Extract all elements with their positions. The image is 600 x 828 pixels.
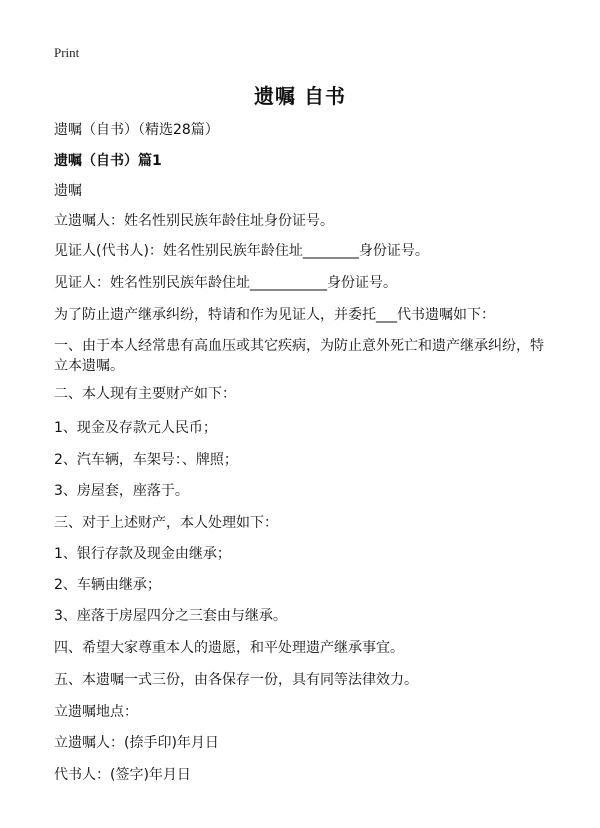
line-disposition-cash: 1、银行存款及现金由继承； bbox=[54, 546, 231, 562]
line-asset-car: 2、汽车辆，车架号：、牌照； bbox=[54, 452, 238, 468]
line-location: 立遗嘱地点： bbox=[54, 704, 138, 720]
line-section-one: 一、由于本人经常患有高血压或其它疾病，为防止意外死亡和遗产继承纠纷，特立本遗嘱。 bbox=[54, 338, 544, 374]
line-testator: 立遗嘱人：姓名性别民族年龄住址身份证号。 bbox=[54, 213, 334, 229]
line-asset-house: 3、房屋套，座落于。 bbox=[54, 483, 189, 499]
line-witness: 见证人：姓名性别民族年龄住址___________身份证号。 bbox=[54, 275, 397, 291]
line-intro: 为了防止遗产继承纠纷，特请和作为见证人，并委托___代书遗嘱如下： bbox=[54, 307, 495, 323]
line-section-three: 三、对于上述财产，本人处理如下： bbox=[54, 515, 278, 531]
line-will-label: 遗嘱 bbox=[54, 183, 82, 199]
section-heading: 遗嘱（自书）篇1 bbox=[54, 153, 162, 169]
line-section-four: 四、希望大家尊重本人的遗愿，和平处理遗产继承事宜。 bbox=[54, 640, 404, 656]
line-section-two: 二、本人现有主要财产如下： bbox=[54, 386, 236, 402]
line-witness-scribe: 见证人(代书人)：姓名性别民族年龄住址________身份证号。 bbox=[54, 243, 429, 259]
line-asset-cash: 1、现金及存款元人民币； bbox=[54, 420, 217, 436]
document-title: 遗嘱 自书 bbox=[254, 84, 346, 108]
document-subtitle: 遗嘱（自书）（精选28篇） bbox=[54, 122, 219, 138]
line-disposition-house: 3、座落于房屋四分之三套由与继承。 bbox=[54, 608, 287, 624]
line-testator-sign: 立遗嘱人：(捺手印)年月日 bbox=[54, 735, 219, 751]
line-section-five: 五、本遗嘱一式三份，由各保存一份，具有同等法律效力。 bbox=[54, 672, 418, 688]
line-scribe-sign: 代书人：(签字)年月日 bbox=[54, 767, 191, 783]
print-label: Print bbox=[54, 45, 80, 60]
line-disposition-car: 2、车辆由继承； bbox=[54, 577, 161, 593]
